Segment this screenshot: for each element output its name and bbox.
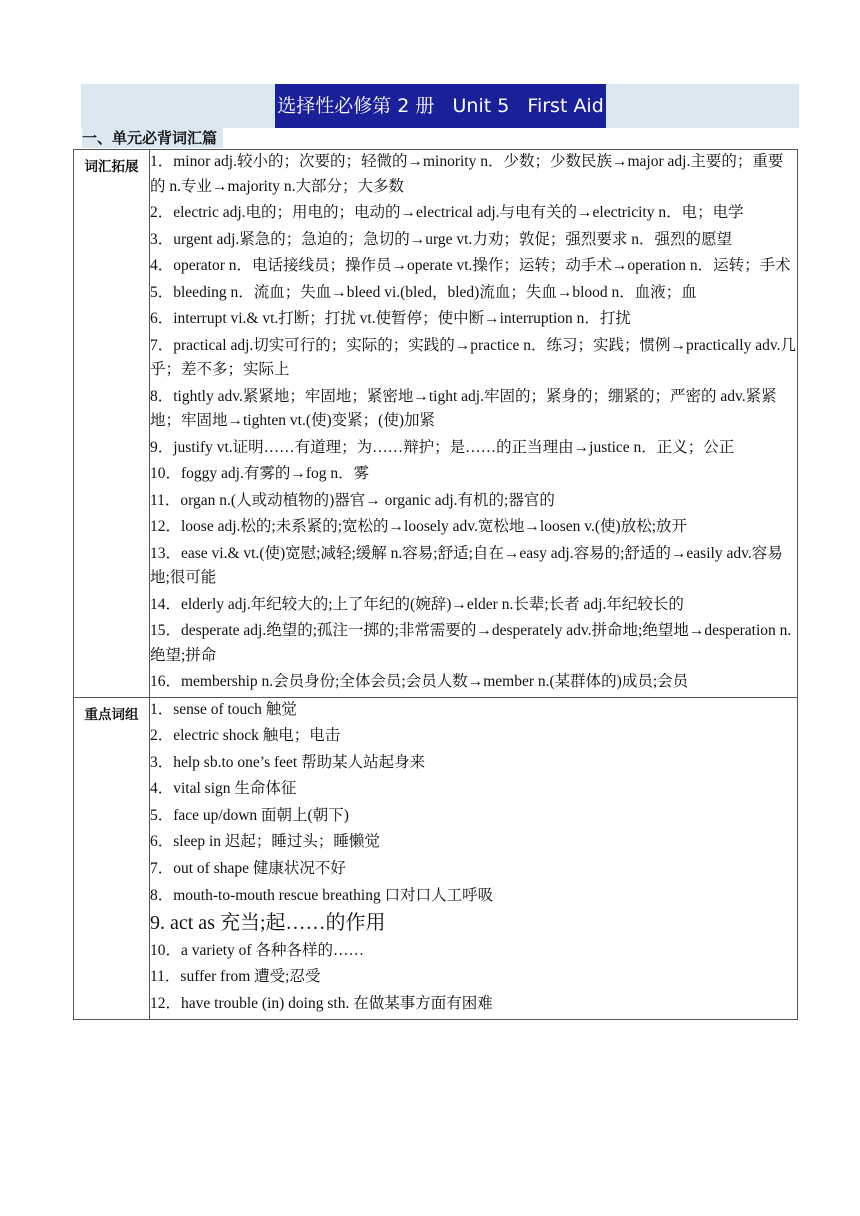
table-row — [74, 697, 798, 1019]
list-item: 15．desperate adj.绝望的;孤注一掷的;非常需要的→desperately adv.拼命地;绝望地→desperation n.绝望;拼命 — [150, 622, 792, 664]
list-item: 7．out of shape 健康状况不好 — [150, 860, 346, 878]
category-label: 重点词组 — [74, 697, 150, 1019]
list-item: 7．practical adj.切实可行的；实际的；实践的→practice n．练习；实践；惯例→practically adv.几乎；差不多；实际上 — [150, 336, 796, 378]
list-item: 3．urgent adj.紧急的；急迫的；急切的→urge vt.力劝；敦促；强烈要求 n．强烈的愿望 — [150, 230, 732, 248]
list-item: 5．bleeding n．流血；失血→bleed vi.(bled，bled)流血；失血→blood n．血液；血 — [150, 283, 697, 301]
list-item: 5．face up/down 面朝上(朝下) — [150, 806, 349, 824]
list-item: 1．minor adj.较小的；次要的；轻微的→minority n．少数；少数民族→major adj.主要的；重要的 n.专业→majority n.大部分；大多数 — [150, 153, 784, 195]
category-label: 词汇拓展 — [74, 150, 150, 698]
list-item: 2．electric shock 触电；电击 — [150, 727, 341, 745]
list-item: 9．justify vt.证明……有道理；为……辩护；是……的正当理由→justice n．正义；公正 — [150, 438, 735, 456]
item-list — [150, 150, 798, 698]
list-item: 1．sense of touch 触觉 — [150, 700, 297, 718]
list-item: 4．operator n．电话接线员；操作员→operate vt.操作；运转；动手术→operation n．运转；手术 — [150, 257, 791, 274]
list-item: 9. act as 充当;起……的作用 — [150, 912, 386, 935]
table-row — [74, 150, 798, 698]
section-heading: 一、单元必背词汇篇 — [82, 128, 223, 148]
list-item: 6．interrupt vi.& vt.打断；打扰 vt.使暂停；使中断→interruption n．打扰 — [150, 310, 631, 327]
list-item: 3．help sb.to one’s feet 帮助某人站起身来 — [150, 753, 426, 771]
list-item: 16．membership n.会员身份;全体会员;会员人数→member n.(某群体的)成员;会员 — [150, 673, 689, 690]
list-item: 6．sleep in 迟起；睡过头；睡懒觉 — [150, 833, 380, 851]
list-item: 12．loose adj.松的;未系紧的;宽松的→loosely adv.宽松地→loosen v.(使)放松;放开 — [150, 518, 688, 535]
page-title: 选择性必修第 2 册 Unit 5 First Aid — [277, 95, 604, 117]
list-item: 10．a variety of 各种各样的…… — [150, 941, 364, 959]
list-item: 12．have trouble (in) doing sth. 在做某事方面有困难 — [150, 995, 493, 1013]
list-item: 8．tightly adv.紧紧地；牢固地；紧密地→tight adj.牢固的；紧身的；绷紧的；严密的 adv.紧紧地；牢固地→tighten vt.(使)变紧；(使)加紧 — [150, 387, 777, 429]
item-list — [150, 697, 798, 1019]
list-item: 14．elderly adj.年纪较大的;上了年纪的(婉辞)→elder n.长辈;长者 adj.年纪较长的 — [150, 595, 684, 613]
list-item: 8．mouth-to-mouth rescue breathing 口对口人工呼吸 — [150, 886, 494, 904]
list-item: 2．electric adj.电的；用电的；电动的→electrical adj.与电有关的→electricity n．电；电学 — [150, 204, 744, 221]
list-item: 11．suffer from 遭受;忍受 — [150, 968, 321, 986]
vocabulary-table — [73, 149, 798, 1020]
list-item: 4．vital sign 生命体征 — [150, 780, 297, 798]
list-item: 11．organ n.(人或动植物的)器官→ organic adj.有机的;器官的 — [150, 491, 555, 509]
list-item: 10．foggy adj.有雾的→fog n．雾 — [150, 465, 370, 482]
list-item: 13．ease vi.& vt.(使)宽慰;减轻;缓解 n.容易;舒适;自在→easy adj.容易的;舒适的→easily adv.容易地;很可能 — [150, 544, 783, 586]
